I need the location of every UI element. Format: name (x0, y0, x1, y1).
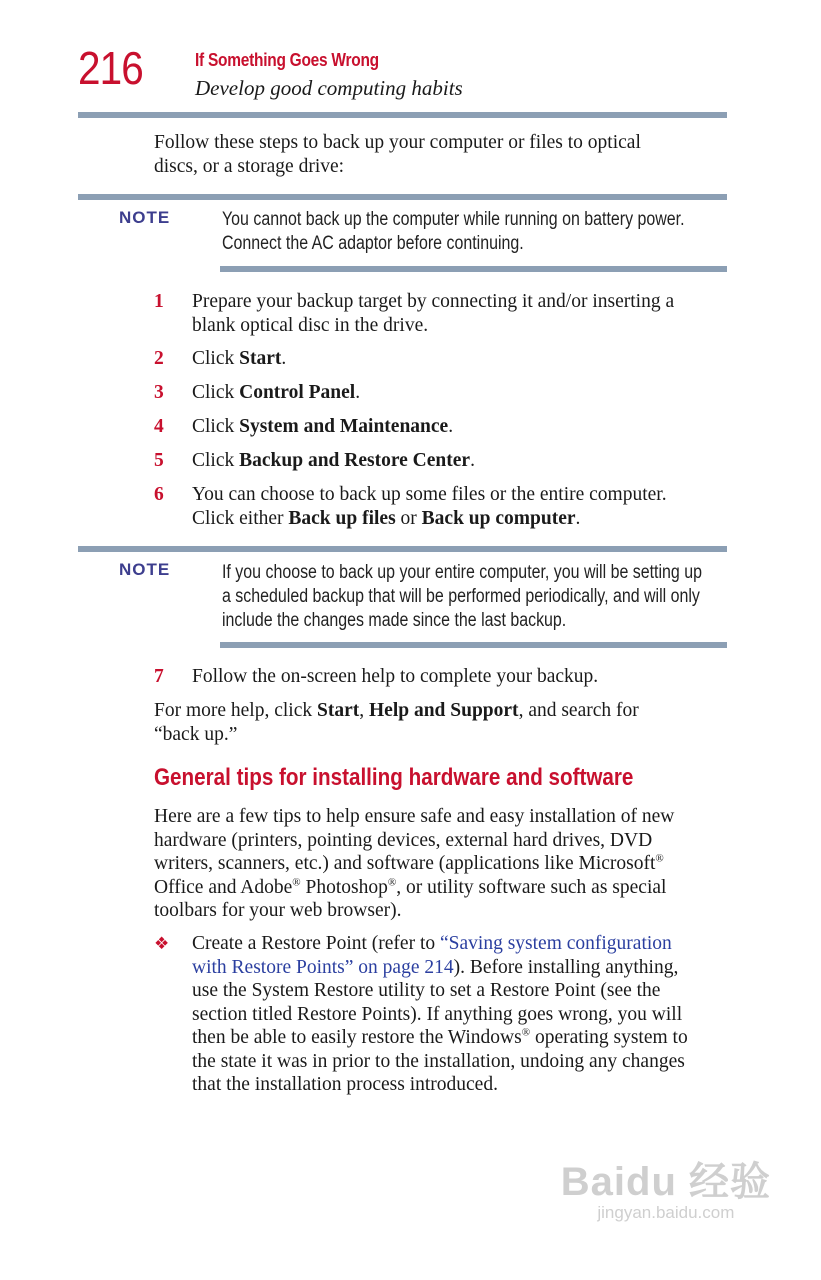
step-number: 1 (154, 291, 164, 312)
note-top-rule (78, 546, 727, 552)
step-item: 7 Follow the on-screen help to complete your backup. (154, 666, 599, 687)
step-item: 6 You can choose to back up some files or the entire computer. Click either Back up files or Back up computer. (154, 484, 667, 529)
section-heading: General tips for installing hardware and software (154, 764, 634, 791)
tips-paragraph: Here are a few tips to help ensure safe and easy installation of new hardware (printers, pointing devices, external hard drives, DVD writers, scanners, etc.) and software (applications like Microsoft® Office and Adobe® Photoshop®, or utility software such as special toolbars for your web browser). (154, 806, 675, 921)
step-item: 5 Click Backup and Restore Center. (154, 450, 475, 471)
more-help-paragraph: For more help, click Start, Help and Support, and search for “back up.” (154, 700, 639, 745)
step-number: 3 (154, 382, 164, 403)
section-subtitle: Develop good computing habits (195, 76, 463, 100)
note-text: If you choose to back up your entire computer, you will be setting up a scheduled backup that will be performed periodically, and will only include the changes made since the last backup. (222, 562, 702, 631)
restore-points-link[interactable]: with Restore Points” on page 214 (192, 956, 454, 978)
chapter-title: If Something Goes Wrong (195, 50, 379, 70)
step-item: 4 Click System and Maintenance. (154, 416, 454, 437)
note-text: You cannot back up the computer while running on battery power. Connect the AC adaptor before continuing. (222, 209, 685, 254)
step-item: 3 Click Control Panel. (154, 382, 361, 403)
step-number: 7 (154, 666, 164, 687)
step-number: 2 (154, 348, 164, 369)
step-number: 6 (154, 484, 164, 505)
watermark (561, 1150, 771, 1223)
watermark-url: jingyan.baidu.com (597, 1203, 735, 1222)
restore-points-link[interactable]: “Saving system configuration (440, 933, 672, 954)
diamond-bullet-icon: ❖ (154, 934, 170, 953)
bullet-text: Create a Restore Point (refer to “Saving system configuration with Restore Points” on page 214). Before installing anything, use the System Restore utility to set a Restore Point (see the section titled Restore Points). If anything goes wrong, you will then be able to easily restore the Windows® operating system to the state it was in prior to the installation, undoing any changes that the installation process introduced. (192, 933, 688, 1095)
step-item: 1 Prepare your backup target by connecting it and/or inserting a blank optical disc in the drive. (154, 291, 675, 336)
note-bottom-rule (220, 642, 727, 648)
step-number: 5 (154, 450, 164, 471)
page-number: 216 (78, 42, 143, 94)
intro-paragraph: Follow these steps to back up your computer or files to optical discs, or a storage drive: (154, 132, 641, 177)
header-rule (78, 112, 727, 118)
note-bottom-rule (220, 266, 727, 272)
note-top-rule (78, 194, 727, 200)
step-item: 2 Click Start. (154, 348, 287, 369)
step-number: 4 (154, 416, 164, 437)
note-label: NOTE (119, 208, 171, 227)
note-label: NOTE (119, 560, 171, 579)
baidu-logo: Baidu 经验 (560, 1160, 771, 1204)
